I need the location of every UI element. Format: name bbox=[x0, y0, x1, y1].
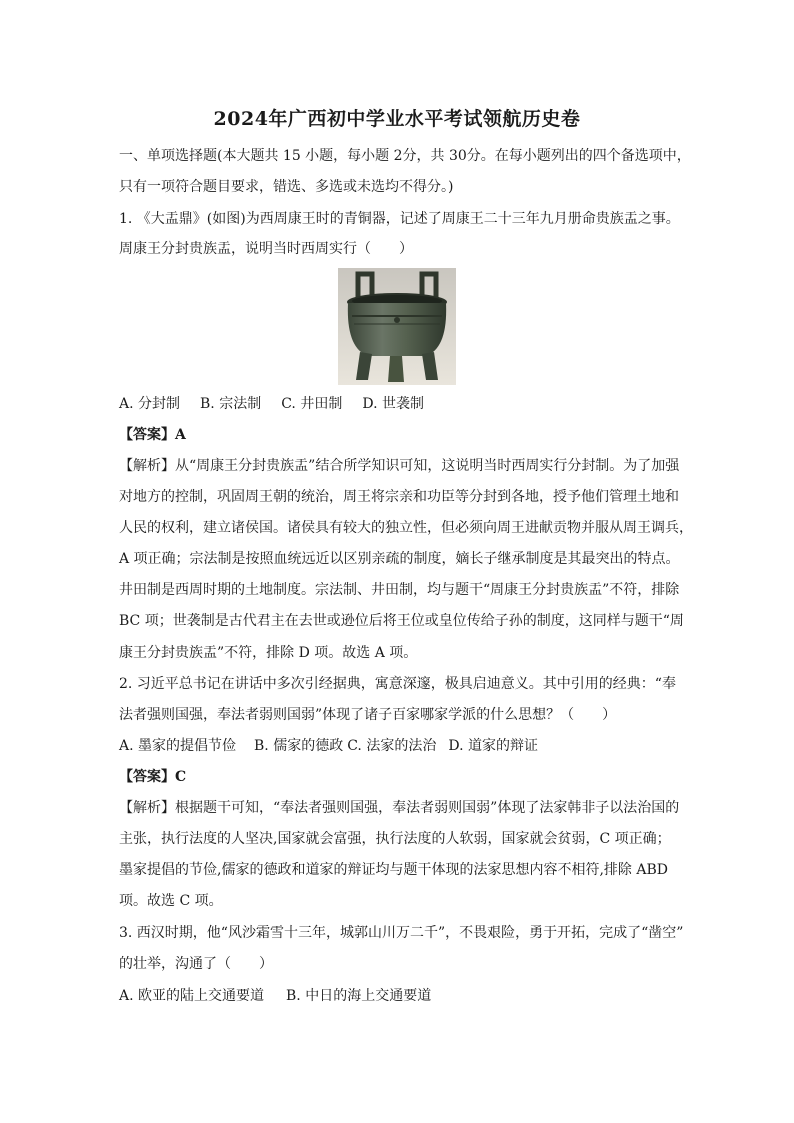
q2-option-c: C. 法家的法治 bbox=[347, 738, 437, 754]
q3-stem-line-2: 的壮举，沟通了（ ） bbox=[119, 956, 273, 972]
q1-analysis-line-1: 【解析】从“周康王分封贵族盂”结合所学知识可知，这说明当时西周实行分封制。为了加强 bbox=[119, 458, 680, 474]
exam-title: 2024年广西初中学业水平考试领航历史卷 bbox=[213, 108, 581, 130]
q1-analysis-line-7: 康王分封贵族盂”不符，排除 D 项。故选 A 项。 bbox=[119, 645, 418, 661]
q1-stem-line-1: 1. 《大盂鼎》(如图)为西周康王时的青铜器，记述了周康王二十三年九月册命贵族盂之事。 bbox=[119, 211, 680, 227]
q2-analysis-line-4: 项。故选 C 项。 bbox=[119, 893, 223, 909]
q3-options bbox=[119, 986, 689, 1006]
q2-analysis-line-1: 【解析】根据题干可知，“奉法者强则国强，奉法者弱则国弱”体现了法家韩非子以法治国的 bbox=[119, 800, 680, 816]
q3-option-a: A. 欧亚的陆上交通要道 bbox=[119, 988, 265, 1004]
q2-stem-line-2: 法者强则国强，奉法者弱则国弱”体现了诸子百家哪家学派的什么思想？（ ） bbox=[119, 707, 617, 723]
q1-options bbox=[119, 394, 689, 414]
q1-analysis-line-6: BC 项；世袭制是古代君主在去世或逊位后将王位或皇位传给子孙的制度，这同样与题干“周 bbox=[119, 613, 684, 629]
q1-option-b: B. 宗法制 bbox=[200, 396, 262, 412]
q1-analysis-line-5: 井田制是西周时期的土地制度。宗法制、井田制，均与题干“周康王分封贵族盂”不符，排除 bbox=[119, 582, 680, 598]
q1-analysis-line-3: 人民的权利，建立诸侯国。诸侯具有较大的独立性，但必须向周王进献贡物并服从周王调兵， bbox=[119, 520, 693, 536]
q1-option-c: C. 井田制 bbox=[281, 396, 343, 412]
section-intro-line-1: 一、单项选择题(本大题共 15 小题，每小题 2分，共 30分。在每小题列出的四个备选项中， bbox=[119, 148, 691, 164]
q2-answer: 【答案】C bbox=[119, 769, 187, 785]
section-intro-line-2: 只有一项符合题目要求，错选、多选或未选均不得分。) bbox=[119, 179, 454, 195]
q1-stem-line-2: 周康王分封贵族盂，说明当时西周实行（ ） bbox=[119, 241, 413, 257]
q3-stem-line-1: 3. 西汉时期，他“风沙霜雪十三年，城郭山川万二千”，不畏艰险，勇于开拓，完成了“凿空” bbox=[119, 925, 684, 941]
q1-option-d: D. 世袭制 bbox=[362, 396, 424, 412]
bronze-ding-image bbox=[338, 268, 456, 385]
q1-answer: 【答案】A bbox=[119, 427, 186, 443]
q1-option-a: A. 分封制 bbox=[119, 396, 181, 412]
q2-analysis-line-3: 墨家提倡的节俭,儒家的德政和道家的辩证均与题干体现的法家思想内容不相符,排除 ABD bbox=[119, 862, 668, 878]
q2-option-a: A. 墨家的提倡节俭 bbox=[119, 738, 237, 754]
q2-option-d: D. 道家的辩证 bbox=[448, 738, 538, 754]
q2-option-b: B. 儒家的德政 bbox=[254, 738, 344, 754]
q2-analysis-line-2: 主张，执行法度的人坚决,国家就会富强，执行法度的人软弱，国家就会贫弱，C 项正确； bbox=[119, 831, 671, 847]
q1-analysis-line-4: A 项正确；宗法制是按照血统远近以区别亲疏的制度，嫡长子继承制度是其最突出的特点。 bbox=[119, 551, 680, 567]
q1-analysis-line-2: 对地方的控制，巩固周王朝的统治，周王将宗亲和功臣等分封到各地，授予他们管理土地和 bbox=[119, 489, 679, 505]
q3-option-b: B. 中日的海上交通要道 bbox=[286, 988, 432, 1004]
q2-options bbox=[119, 736, 689, 756]
q2-stem-line-1: 2. 习近平总书记在讲话中多次引经据典，寓意深邃，极具启迪意义。其中引用的经典：“奉 bbox=[119, 676, 676, 692]
